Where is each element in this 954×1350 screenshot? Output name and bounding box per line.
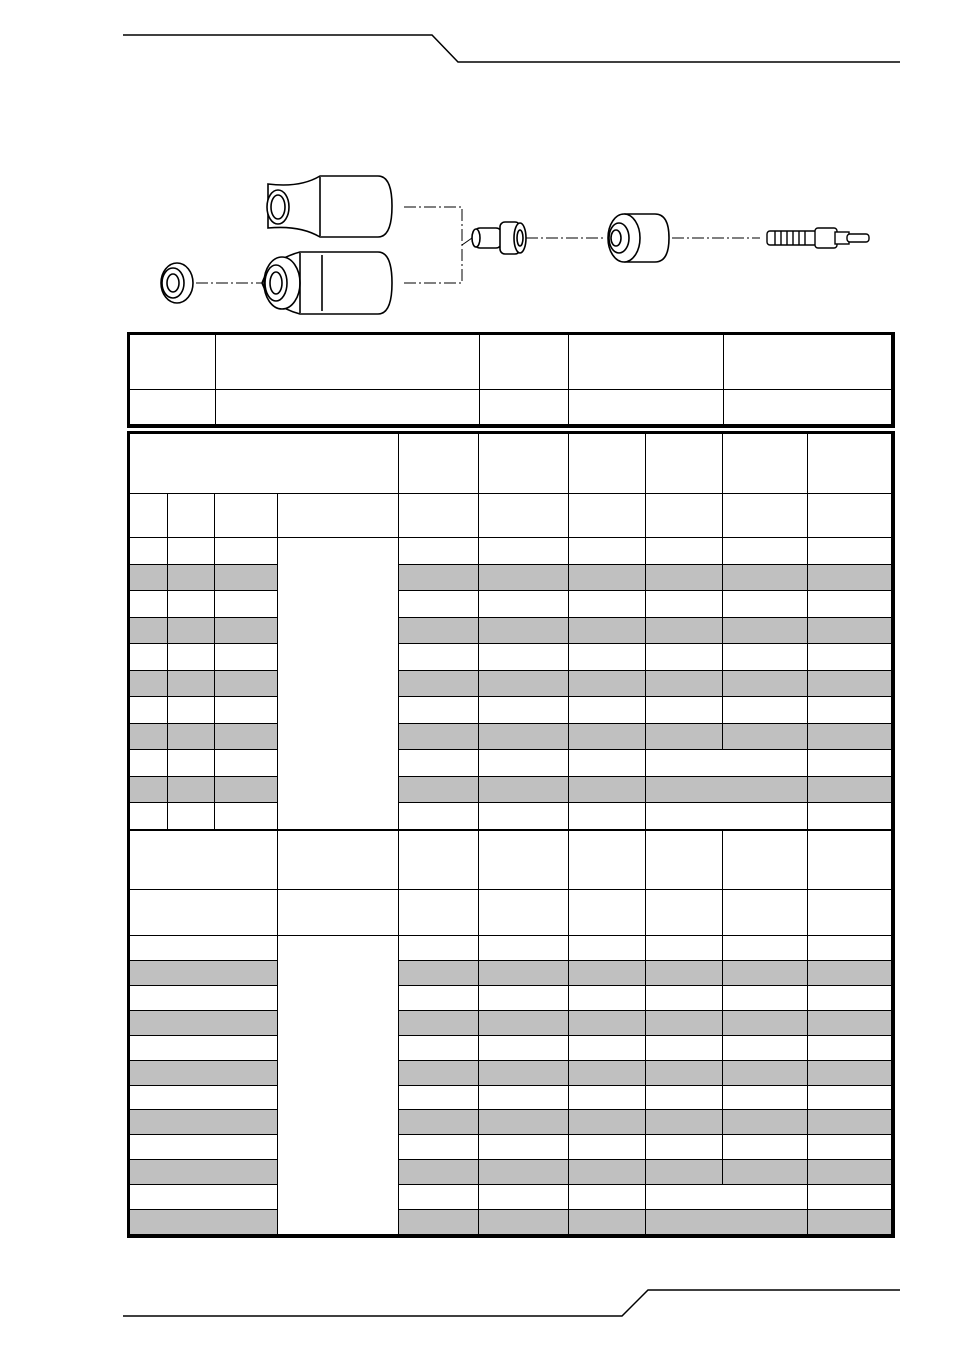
table-cell	[479, 1185, 569, 1210]
table-cell	[723, 671, 808, 697]
table-cell	[808, 1011, 892, 1036]
table-cell	[479, 644, 569, 671]
tip-icon	[472, 222, 526, 254]
table-cell	[569, 724, 646, 750]
header-cell	[399, 434, 479, 494]
table-cell	[168, 591, 215, 618]
table-cell	[569, 750, 646, 777]
table-cell	[808, 697, 892, 724]
table-cell	[723, 565, 808, 591]
table-cell	[723, 986, 808, 1011]
table-cell	[479, 1110, 569, 1135]
header-cell	[130, 830, 278, 890]
table-cell	[723, 1086, 808, 1110]
spec-cell	[569, 390, 724, 425]
table-cell	[808, 1061, 892, 1086]
spec-cell	[480, 335, 569, 390]
table-cell	[130, 1110, 278, 1135]
table-cell	[723, 538, 808, 565]
header-cell	[808, 434, 892, 494]
table-cell	[399, 644, 479, 671]
subheader-cell	[646, 494, 723, 538]
table-cell	[130, 724, 168, 750]
spec-cell	[724, 390, 892, 425]
subheader-cell	[168, 494, 215, 538]
table-cell	[399, 961, 479, 986]
table-cell	[646, 618, 723, 644]
table-cell	[215, 724, 278, 750]
table-cell	[399, 724, 479, 750]
table-cell	[215, 803, 278, 830]
table-cell	[168, 803, 215, 830]
table-cell	[168, 697, 215, 724]
spec-cell	[130, 390, 216, 425]
table-cell	[215, 591, 278, 618]
header-cell	[130, 434, 399, 494]
table-cell	[569, 1036, 646, 1061]
table-cell	[168, 538, 215, 565]
table-cell	[168, 671, 215, 697]
table-cell	[168, 565, 215, 591]
table-cell	[808, 1210, 892, 1235]
spec-cell	[724, 335, 892, 390]
table-cell	[479, 1036, 569, 1061]
table-cell	[808, 724, 892, 750]
table-cell	[569, 1185, 646, 1210]
header-cell	[569, 830, 646, 890]
table-cell	[646, 538, 723, 565]
table-cell	[479, 1086, 569, 1110]
table-cell	[479, 1135, 569, 1160]
table-cell	[215, 697, 278, 724]
table-cell	[569, 1110, 646, 1135]
table-cell	[130, 1135, 278, 1160]
electrode-icon	[767, 228, 869, 248]
table-cell	[723, 1135, 808, 1160]
table-cell	[479, 803, 569, 830]
header-cell	[479, 434, 569, 494]
spec-cell	[480, 390, 569, 425]
table-cell	[168, 644, 215, 671]
table-cell	[646, 1011, 723, 1036]
table-cell	[399, 1011, 479, 1036]
table-cell	[569, 1011, 646, 1036]
table-cell	[215, 538, 278, 565]
table-cell	[399, 1185, 479, 1210]
table-cell	[569, 591, 646, 618]
table-cell	[723, 644, 808, 671]
table-cell	[399, 1061, 479, 1086]
table-cell	[808, 591, 892, 618]
subheader-cell	[808, 890, 892, 936]
table-cell	[646, 986, 723, 1011]
table-cell	[399, 750, 479, 777]
table-cell	[399, 1160, 479, 1185]
table-cell	[479, 671, 569, 697]
table-cell	[479, 777, 569, 803]
table-cell	[569, 1210, 646, 1235]
table-cell	[130, 565, 168, 591]
table-cell	[808, 986, 892, 1011]
table-cell	[130, 1036, 278, 1061]
table-cell	[130, 1061, 278, 1086]
table-cell	[479, 565, 569, 591]
table-cell	[399, 1110, 479, 1135]
subheader-cell	[130, 494, 168, 538]
table-cell	[479, 697, 569, 724]
header-cell	[723, 434, 808, 494]
subheader-cell	[723, 890, 808, 936]
table-cell	[399, 803, 479, 830]
subheader-cell	[569, 890, 646, 936]
table-cell	[569, 565, 646, 591]
table-cell	[479, 936, 569, 961]
table-cell	[479, 591, 569, 618]
table-cell	[569, 986, 646, 1011]
table-cell	[723, 1011, 808, 1036]
table-cell	[808, 777, 892, 803]
spec-cell	[216, 335, 480, 390]
shield-ring-icon	[161, 263, 193, 303]
table-cell	[130, 1086, 278, 1110]
table-cell	[646, 803, 808, 830]
table-cell	[646, 777, 808, 803]
parts-table	[127, 431, 895, 1238]
table-cell	[808, 1110, 892, 1135]
table-cell	[130, 671, 168, 697]
spec-cell	[569, 335, 724, 390]
table-cell	[479, 1011, 569, 1036]
table-cell	[723, 591, 808, 618]
table-cell	[646, 1160, 723, 1185]
table-cell	[808, 961, 892, 986]
subheader-cell	[130, 890, 278, 936]
table-cell	[646, 591, 723, 618]
table-cell	[808, 936, 892, 961]
start-cartridge-icon	[608, 214, 669, 262]
table-cell	[399, 777, 479, 803]
table-cell	[723, 1110, 808, 1135]
header-cell	[808, 830, 892, 890]
table-cell	[130, 538, 168, 565]
table-cell	[215, 750, 278, 777]
table-cell	[808, 538, 892, 565]
header-cell	[278, 830, 399, 890]
table-cell	[808, 1086, 892, 1110]
subheader-cell	[278, 890, 399, 936]
table-cell	[130, 1011, 278, 1036]
table-cell	[808, 803, 892, 830]
header-cell	[569, 434, 646, 494]
table-cell	[130, 697, 168, 724]
header-cell	[723, 830, 808, 890]
table-cell	[399, 1210, 479, 1235]
table-cell	[646, 961, 723, 986]
table-cell	[808, 644, 892, 671]
table-cell	[479, 750, 569, 777]
spec-cell	[216, 390, 480, 425]
table-cell	[646, 750, 808, 777]
table-cell	[168, 750, 215, 777]
table-cell	[130, 618, 168, 644]
subheader-cell	[723, 494, 808, 538]
footer-rule	[123, 1290, 900, 1316]
table-cell	[646, 1185, 808, 1210]
spec-cell	[130, 335, 216, 390]
table-cell	[399, 565, 479, 591]
table-cell	[130, 1210, 278, 1235]
table-cell	[646, 1086, 723, 1110]
table-cell	[130, 936, 278, 961]
table-cell	[399, 591, 479, 618]
table-cell	[569, 618, 646, 644]
table-cell	[130, 986, 278, 1011]
table-cell	[399, 936, 479, 961]
table-cell	[130, 750, 168, 777]
table-cell	[399, 618, 479, 644]
table-cell	[399, 1036, 479, 1061]
table-cell	[479, 724, 569, 750]
subheader-cell	[399, 494, 479, 538]
subheader-cell	[646, 890, 723, 936]
table-cell	[808, 1160, 892, 1185]
table-cell	[479, 1210, 569, 1235]
table-cell	[646, 697, 723, 724]
header-cell	[479, 830, 569, 890]
table-cell	[479, 1160, 569, 1185]
table-cell	[569, 671, 646, 697]
table-cell	[399, 1086, 479, 1110]
table-cell	[808, 750, 892, 777]
table-cell	[569, 1160, 646, 1185]
table-cell	[130, 777, 168, 803]
subheader-cell	[278, 494, 399, 538]
table-cell	[646, 565, 723, 591]
shield-cup-icon	[267, 176, 392, 237]
header-cell	[399, 830, 479, 890]
table-cell	[479, 986, 569, 1011]
table-cell	[569, 777, 646, 803]
table-cell	[569, 936, 646, 961]
spec-table	[127, 332, 895, 428]
table-cell	[808, 618, 892, 644]
table-cell	[479, 961, 569, 986]
subheader-cell	[215, 494, 278, 538]
merged-cell	[278, 936, 399, 1235]
table-cell	[808, 565, 892, 591]
table-cell	[215, 565, 278, 591]
table-cell	[569, 803, 646, 830]
table-cell	[646, 1210, 808, 1235]
section-divider	[130, 829, 892, 831]
table-cell	[646, 724, 723, 750]
subheader-cell	[399, 890, 479, 936]
table-cell	[569, 961, 646, 986]
table-cell	[569, 1061, 646, 1086]
table-cell	[399, 986, 479, 1011]
table-cell	[569, 1086, 646, 1110]
subheader-cell	[569, 494, 646, 538]
table-cell	[808, 1036, 892, 1061]
table-cell	[569, 644, 646, 671]
table-cell	[723, 1036, 808, 1061]
table-cell	[723, 1061, 808, 1086]
table-cell	[215, 777, 278, 803]
table-cell	[130, 591, 168, 618]
table-cell	[479, 1061, 569, 1086]
table-cell	[646, 1036, 723, 1061]
table-cell	[723, 936, 808, 961]
table-cell	[130, 1160, 278, 1185]
header-cell	[646, 434, 723, 494]
table-cell	[646, 644, 723, 671]
table-cell	[168, 777, 215, 803]
table-cell	[130, 1185, 278, 1210]
table-cell	[130, 803, 168, 830]
merged-cell	[278, 538, 399, 830]
table-cell	[808, 671, 892, 697]
table-cell	[399, 1135, 479, 1160]
table-cell	[168, 724, 215, 750]
table-cell	[723, 618, 808, 644]
table-cell	[723, 724, 808, 750]
table-cell	[215, 671, 278, 697]
table-cell	[646, 671, 723, 697]
table-cell	[569, 538, 646, 565]
table-cell	[646, 1061, 723, 1086]
table-cell	[168, 618, 215, 644]
table-cell	[646, 936, 723, 961]
shield-cap-icon	[262, 252, 392, 314]
header-rule	[123, 35, 900, 62]
header-cell	[646, 830, 723, 890]
table-cell	[399, 538, 479, 565]
subheader-cell	[479, 890, 569, 936]
table-cell	[399, 671, 479, 697]
table-cell	[399, 697, 479, 724]
subheader-cell	[479, 494, 569, 538]
table-cell	[808, 1185, 892, 1210]
table-cell	[723, 697, 808, 724]
table-cell	[215, 618, 278, 644]
table-cell	[569, 697, 646, 724]
table-cell	[479, 618, 569, 644]
table-cell	[479, 538, 569, 565]
table-cell	[130, 644, 168, 671]
table-cell	[723, 961, 808, 986]
subheader-cell	[808, 494, 892, 538]
table-cell	[215, 644, 278, 671]
table-cell	[808, 1135, 892, 1160]
table-cell	[723, 1160, 808, 1185]
table-cell	[130, 961, 278, 986]
table-cell	[569, 1135, 646, 1160]
table-cell	[646, 1110, 723, 1135]
table-cell	[646, 1135, 723, 1160]
